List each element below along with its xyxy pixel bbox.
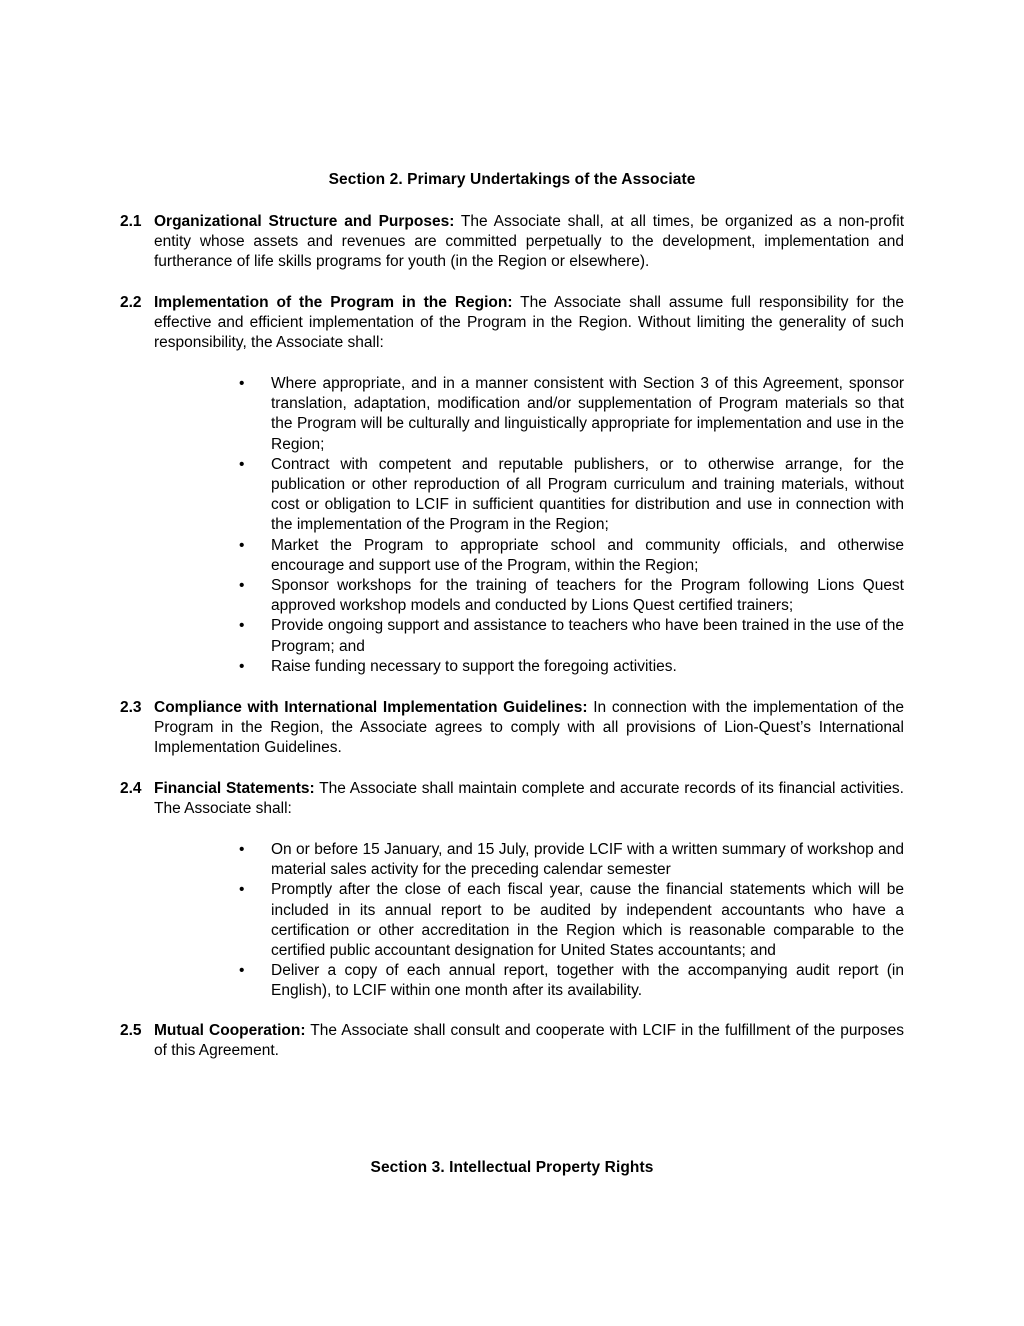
list-item: • On or before 15 January, and 15 July, provide LCIF with a written summary of workshop and material sales activity for the preceding calendar semester (239, 841, 904, 879)
section-3-heading: Section 3. Intellectual Property Rights (370, 1159, 654, 1176)
list-item: • Raise funding necessary to support the foregoing activities. (236, 657, 904, 677)
bullet-icon: • (239, 962, 245, 980)
clause-2-2 (120, 293, 904, 354)
clause-title: Mutual Cooperation: (154, 1022, 306, 1039)
clause-text (154, 1021, 904, 1061)
clause-number: 2.5 (120, 1022, 142, 1039)
bullet-list-2-2 (236, 374, 904, 677)
bullet-icon: • (239, 455, 245, 473)
clause-title: Financial Statements: (154, 780, 315, 797)
bullet-icon: • (239, 536, 245, 554)
clause-2-4 (120, 779, 904, 819)
clause-number: 2.2 (120, 294, 142, 311)
clause-2-1 (120, 212, 904, 273)
section-2-heading: Section 2. Primary Undertakings of the Associate (328, 171, 696, 188)
list-item: • Sponsor workshops for the training of teachers for the Program following Lions Quest approved workshop models and conducted by Lions Quest certified trainers; (239, 577, 904, 615)
clause-title: Organizational Structure and Purposes: (154, 213, 455, 230)
list-item: • Contract with competent and reputable publishers, or to otherwise arrange, for the publication or other reproduction of all Program curriculum and training materials, without cost or obligation to LCIF in sufficient quantities for distribution and use in connection with the implementation of the Program in the Region; (239, 455, 904, 534)
list-item: • Provide ongoing support and assistance to teachers who have been trained in the use of the Program; and (239, 617, 904, 655)
clause-body: The Associate shall, at all times, be organized as a non-profit entity whose assets and revenues are committed perpetually to the development, implementation and furtherance of life skills programs for youth (in the Region or elsewhere). (154, 213, 905, 271)
list-item: • Promptly after the close of each fiscal year, cause the financial statements which will be included in its annual report to be audited by independent accountants who have a certification or other accreditation in the Region which is reasonable comparable to the certified public accountant designation for United States accountants; and (239, 881, 904, 960)
clause-body: The Associate shall assume full responsibility for the effective and efficient implementation of the Program in the Region. Without limiting the generality of such responsibility, the Associate shall: (154, 294, 904, 352)
bullet-icon: • (239, 841, 245, 858)
list-item: • Deliver a copy of each annual report, together with the accompanying audit report (in English), to LCIF within one month after its availability. (239, 962, 904, 1000)
clause-body: In connection with the implementation of the Program in the Region, the Associate agrees to comply with all provisions of Lion-Quest’s International Implementation Guidelines. (154, 699, 904, 757)
clause-text (154, 698, 904, 759)
clause-number: 2.1 (120, 213, 142, 230)
clause-number: 2.3 (120, 699, 142, 716)
clause-2-3 (120, 698, 904, 759)
bullet-list-2-4 (236, 840, 904, 1002)
bullet-icon: • (239, 617, 245, 635)
clause-number: 2.4 (120, 780, 142, 797)
clause-body: The Associate shall maintain complete and accurate records of its financial activities. The Associate shall: (154, 780, 904, 818)
clause-body: The Associate shall consult and cooperate with LCIF in the fulfillment of the purposes of this Agreement. (154, 1022, 904, 1060)
clause-title: Implementation of the Program in the Region: (154, 294, 513, 311)
bullet-icon: • (239, 577, 245, 595)
clause-title: Compliance with International Implementation Guidelines: (154, 699, 588, 716)
clause-text (154, 293, 904, 354)
bullet-icon: • (239, 375, 245, 392)
list-item: • Market the Program to appropriate school and community officials, and otherwise encourage and support use of the Program, within the Region; (239, 536, 904, 574)
list-item: • Where appropriate, and in a manner consistent with Section 3 of this Agreement, sponsor translation, adaptation, modification and/or supplementation of Program materials so that the Program will be culturally and linguistically appropriate for implementation and use in the Region; (239, 375, 904, 453)
clause-text (154, 779, 904, 819)
bullet-icon: • (239, 881, 245, 899)
clause-text (154, 212, 904, 273)
bullet-icon: • (239, 657, 245, 675)
clause-2-5 (120, 1021, 904, 1061)
